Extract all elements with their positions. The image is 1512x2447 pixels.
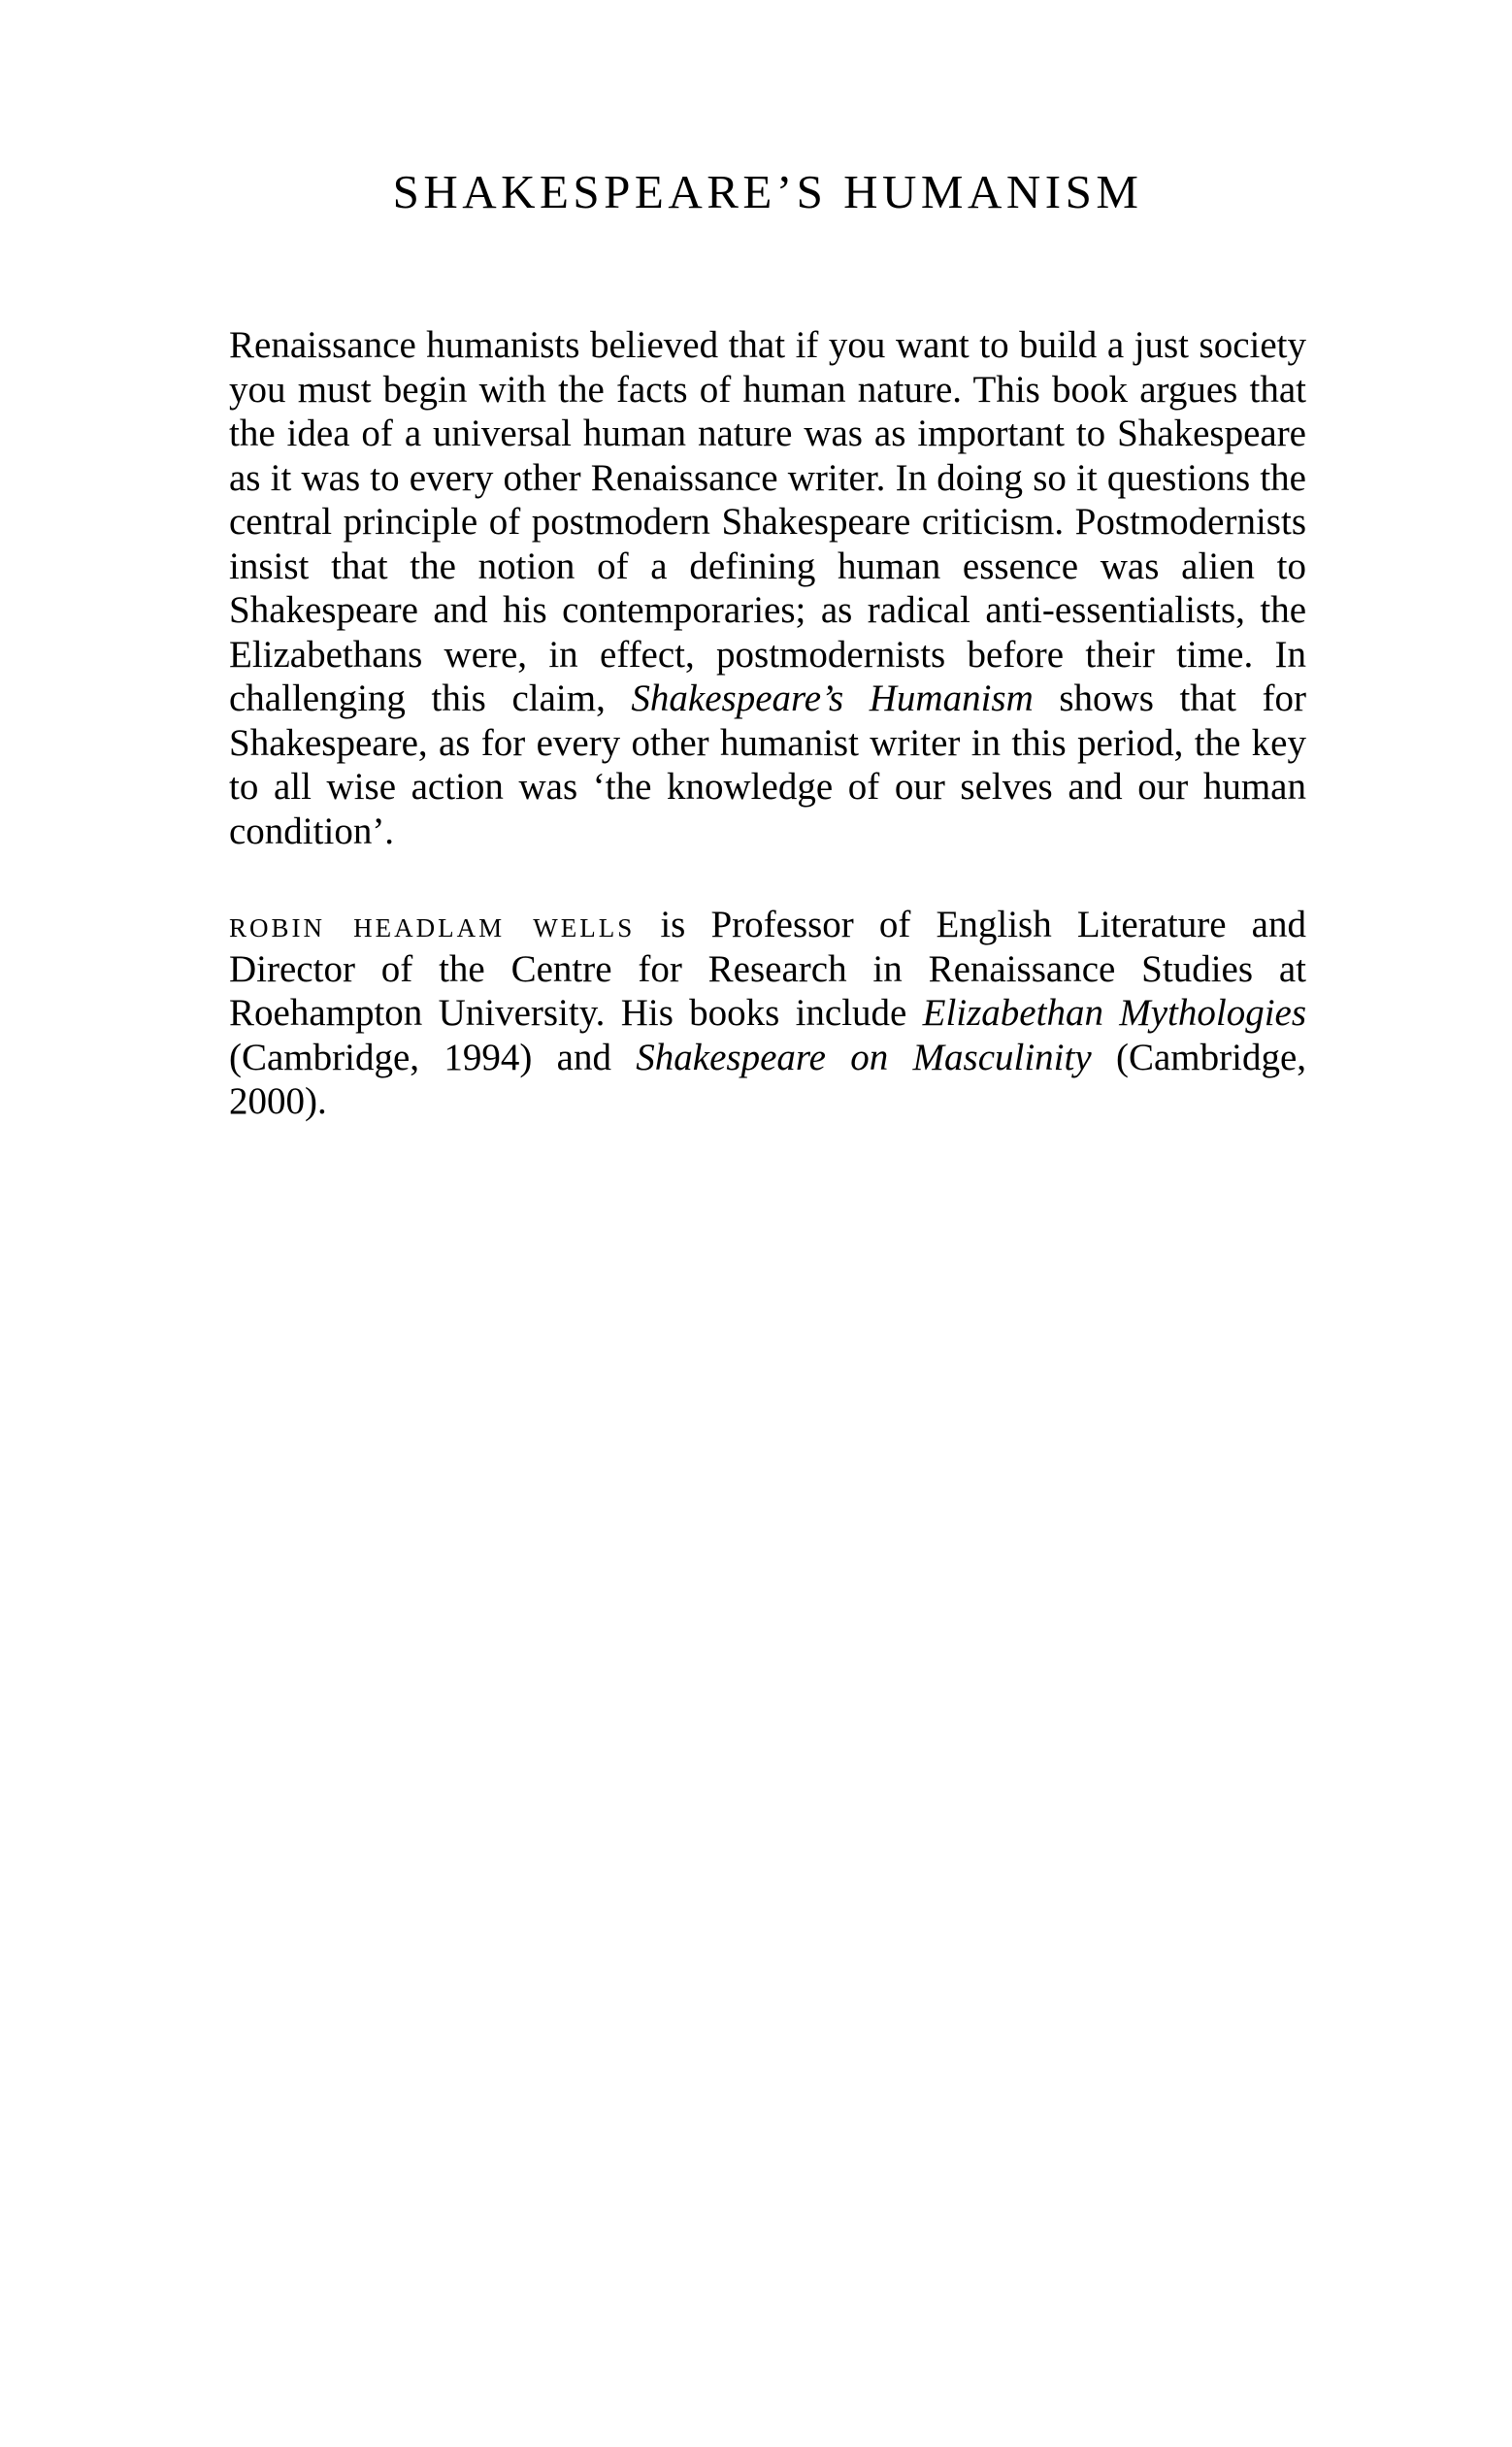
description-text-end: shows that for Shakespeare, as for every other humanist writer in this period, the key to all wise action was ‘the knowledge of our selves and our human condition’. (229, 678, 1306, 852)
book-reference-2: Shakespeare on Masculinity (636, 1036, 1092, 1078)
author-name: robin headlam wells (229, 904, 636, 945)
page-title: SHAKESPEARE’S HUMANISM (392, 165, 1143, 218)
description-text-start: Renaissance humanists believed that if you want to build a just society you must begin with the facts of human nature. This book argues that the idea of a universal human nature was as important to Shakespeare as it was to every other Renaissance writer. In doing so it questions the central principle of postmodern Shakespeare criticism. Postmodernists insist that the notion of a defining human essence was alien to Shakespeare and his contemporaries; as radical anti-essentialists, the Elizabethans were, in effect, postmodernists before their time. In challenging this claim, (229, 324, 1306, 719)
author-biography (229, 903, 1306, 1124)
bio-text-3: (Cambridge, 2000). (229, 1036, 1307, 1122)
book-description (229, 323, 1306, 853)
bio-text-1: is Professor of English Literature and Director of the Centre for Research in Renaissance Studies at Roehampton University. His books include (229, 904, 1306, 1034)
book-title-reference: Shakespeare’s Humanism (631, 678, 1034, 719)
book-reference-1: Elizabethan Mythologies (922, 992, 1307, 1034)
bio-text-2: (Cambridge, 1994) and (229, 1036, 611, 1078)
